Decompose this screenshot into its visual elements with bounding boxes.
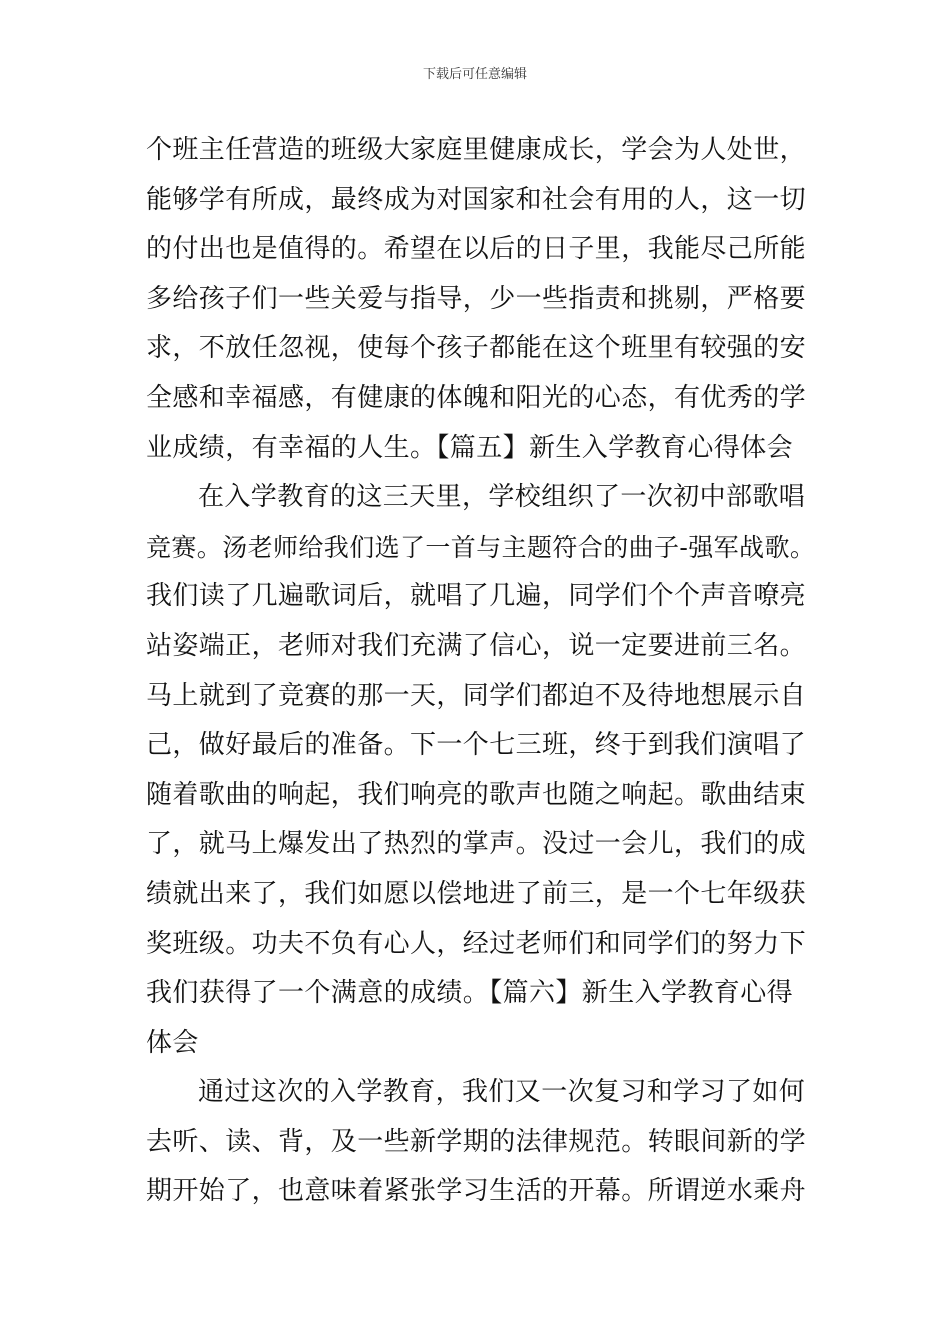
text-line: 期开始了，也意味着紧张学习生活的开幕。所谓逆水乘舟 xyxy=(146,1176,807,1207)
text-line: 的付出也是值得的。希望在以后的日子里，我能尽己所能 xyxy=(146,234,807,265)
text-line: 通过这次的入学教育，我们又一次复习和学习了如何 xyxy=(198,1077,806,1108)
text-line: 求，不放任忽视，使每个孩子都能在这个班里有较强的安 xyxy=(146,333,807,364)
text-line: 奖班级。功夫不负有心人，经过老师们和同学们的努力下 xyxy=(146,928,807,959)
document-body xyxy=(146,126,816,1217)
text-line: 己，做好最后的准备。下一个七三班，终于到我们演唱了 xyxy=(146,730,807,761)
text-line: 能够学有所成，最终成为对国家和社会有用的人，这一切 xyxy=(146,184,807,215)
text-line: 绩就出来了，我们如愿以偿地进了前三，是一个七年级获 xyxy=(146,878,807,909)
text-line: 全感和幸福感，有健康的体魄和阳光的心态，有优秀的学 xyxy=(146,382,807,413)
text-line: 随着歌曲的响起，我们响亮的歌声也随之响起。歌曲结束 xyxy=(146,779,807,810)
text-line: 去听、读、背，及一些新学期的法律规范。转眼间新的学 xyxy=(146,1126,807,1157)
page-header: 下载后可任意编辑 xyxy=(422,67,527,82)
text-line: 多给孩子们一些关爱与指导，少一些指责和挑剔，严格要 xyxy=(146,283,807,314)
text-line: 我们获得了一个满意的成绩。【篇六】新生入学教育心得 xyxy=(146,978,794,1009)
text-line: 在入学教育的这三天里，学校组织了一次初中部歌唱 xyxy=(198,482,806,513)
text-line: 个班主任营造的班级大家庭里健康成长，学会为人处世， xyxy=(146,135,807,165)
text-line: 业成绩，有幸福的人生。【篇五】新生入学教育心得体会 xyxy=(146,432,794,463)
text-line: 我们读了几遍歌词后，就唱了几遍，同学们个个声音嘹亮 xyxy=(146,581,807,612)
text-line: 体会 xyxy=(146,1027,199,1058)
text-line: 站姿端正，老师对我们充满了信心，说一定要进前三名。 xyxy=(146,630,807,661)
text-line: 竞赛。汤老师给我们选了一首与主题符合的曲子-强军战歌。 xyxy=(146,532,816,562)
text-line: 了，就马上爆发出了热烈的掌声。没过一会儿，我们的成 xyxy=(146,829,807,860)
text-line: 马上就到了竞赛的那一天，同学们都迫不及待地想展示自 xyxy=(146,680,807,711)
